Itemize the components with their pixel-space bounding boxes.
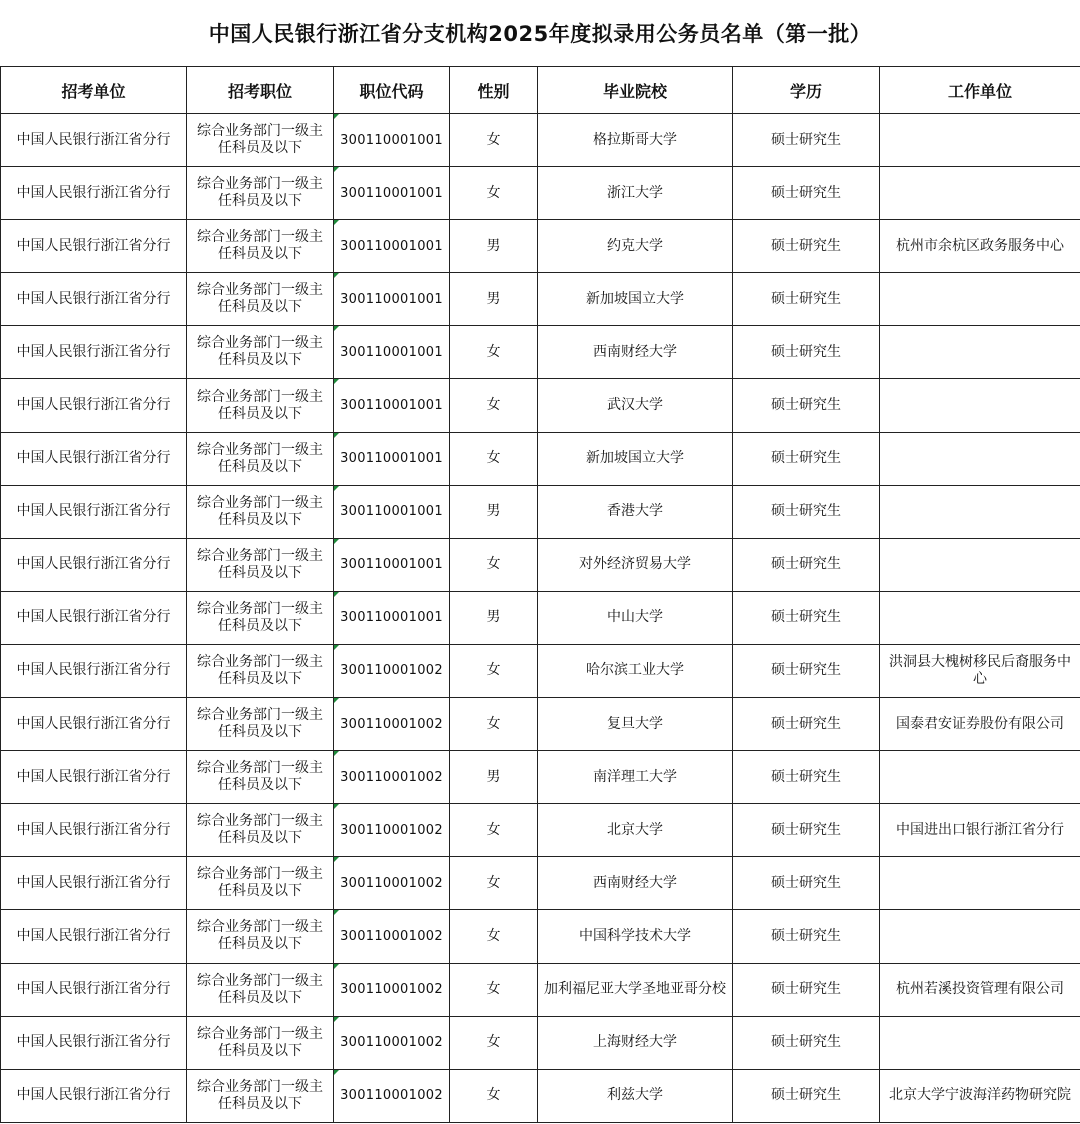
table-row xyxy=(1,1016,1080,1069)
header-position-code: 职位代码 xyxy=(334,67,450,114)
cell-employer xyxy=(880,857,1080,910)
cell-position-code: 300110001001 xyxy=(334,114,450,167)
table-body xyxy=(1,114,1080,1123)
cell-employer xyxy=(880,379,1080,432)
cell-school: 上海财经大学 xyxy=(538,1016,733,1069)
cell-degree: 硕士研究生 xyxy=(733,1016,880,1069)
cell-school: 格拉斯哥大学 xyxy=(538,114,733,167)
table-row xyxy=(1,751,1080,804)
table-row xyxy=(1,910,1080,963)
cell-gender: 男 xyxy=(450,751,538,804)
cell-school: 对外经济贸易大学 xyxy=(538,538,733,591)
cell-recruiting-unit: 中国人民银行浙江省分行 xyxy=(1,273,187,326)
cell-recruiting-unit: 中国人民银行浙江省分行 xyxy=(1,698,187,751)
table-row xyxy=(1,644,1080,697)
cell-employer: 中国进出口银行浙江省分行 xyxy=(880,804,1080,857)
cell-position-code: 300110001002 xyxy=(334,1069,450,1122)
cell-employer xyxy=(880,167,1080,220)
cell-gender: 女 xyxy=(450,538,538,591)
header-position: 招考职位 xyxy=(187,67,334,114)
cell-employer xyxy=(880,538,1080,591)
cell-gender: 女 xyxy=(450,379,538,432)
cell-gender: 男 xyxy=(450,591,538,644)
cell-gender: 女 xyxy=(450,644,538,697)
cell-recruiting-unit: 中国人民银行浙江省分行 xyxy=(1,485,187,538)
cell-position: 综合业务部门一级主任科员及以下 xyxy=(187,114,334,167)
cell-employer xyxy=(880,326,1080,379)
cell-school: 新加坡国立大学 xyxy=(538,432,733,485)
cell-gender: 女 xyxy=(450,1016,538,1069)
cell-position: 综合业务部门一级主任科员及以下 xyxy=(187,167,334,220)
cell-degree: 硕士研究生 xyxy=(733,804,880,857)
cell-employer: 北京大学宁波海洋药物研究院 xyxy=(880,1069,1080,1122)
cell-degree: 硕士研究生 xyxy=(733,857,880,910)
cell-position: 综合业务部门一级主任科员及以下 xyxy=(187,432,334,485)
cell-position: 综合业务部门一级主任科员及以下 xyxy=(187,326,334,379)
header-row xyxy=(1,67,1080,114)
cell-degree: 硕士研究生 xyxy=(733,910,880,963)
cell-degree: 硕士研究生 xyxy=(733,273,880,326)
table-row xyxy=(1,167,1080,220)
cell-position: 综合业务部门一级主任科员及以下 xyxy=(187,485,334,538)
cell-position-code: 300110001001 xyxy=(334,538,450,591)
cell-gender: 女 xyxy=(450,326,538,379)
cell-degree: 硕士研究生 xyxy=(733,485,880,538)
cell-school: 香港大学 xyxy=(538,485,733,538)
cell-position-code: 300110001002 xyxy=(334,963,450,1016)
table-row xyxy=(1,1069,1080,1122)
cell-employer xyxy=(880,485,1080,538)
cell-recruiting-unit: 中国人民银行浙江省分行 xyxy=(1,644,187,697)
cell-employer xyxy=(880,1016,1080,1069)
cell-position: 综合业务部门一级主任科员及以下 xyxy=(187,273,334,326)
cell-degree: 硕士研究生 xyxy=(733,591,880,644)
cell-position: 综合业务部门一级主任科员及以下 xyxy=(187,857,334,910)
cell-gender: 女 xyxy=(450,910,538,963)
cell-school: 利兹大学 xyxy=(538,1069,733,1122)
cell-recruiting-unit: 中国人民银行浙江省分行 xyxy=(1,591,187,644)
cell-degree: 硕士研究生 xyxy=(733,379,880,432)
table-row xyxy=(1,591,1080,644)
cell-position-code: 300110001001 xyxy=(334,220,450,273)
cell-position-code: 300110001001 xyxy=(334,273,450,326)
cell-position-code: 300110001001 xyxy=(334,326,450,379)
cell-school: 哈尔滨工业大学 xyxy=(538,644,733,697)
cell-position-code: 300110001001 xyxy=(334,485,450,538)
cell-recruiting-unit: 中国人民银行浙江省分行 xyxy=(1,804,187,857)
cell-recruiting-unit: 中国人民银行浙江省分行 xyxy=(1,114,187,167)
table-row xyxy=(1,326,1080,379)
table-row xyxy=(1,804,1080,857)
cell-recruiting-unit: 中国人民银行浙江省分行 xyxy=(1,220,187,273)
cell-degree: 硕士研究生 xyxy=(733,751,880,804)
header-employer: 工作单位 xyxy=(880,67,1080,114)
cell-recruiting-unit: 中国人民银行浙江省分行 xyxy=(1,326,187,379)
cell-employer xyxy=(880,114,1080,167)
cell-position-code: 300110001001 xyxy=(334,591,450,644)
cell-school: 武汉大学 xyxy=(538,379,733,432)
cell-gender: 女 xyxy=(450,1069,538,1122)
cell-position-code: 300110001002 xyxy=(334,644,450,697)
cell-position-code: 300110001001 xyxy=(334,432,450,485)
cell-employer: 杭州市余杭区政务服务中心 xyxy=(880,220,1080,273)
cell-school: 南洋理工大学 xyxy=(538,751,733,804)
cell-school: 西南财经大学 xyxy=(538,326,733,379)
cell-employer xyxy=(880,432,1080,485)
cell-school: 中国科学技术大学 xyxy=(538,910,733,963)
cell-position-code: 300110001002 xyxy=(334,910,450,963)
table-row xyxy=(1,857,1080,910)
cell-position: 综合业务部门一级主任科员及以下 xyxy=(187,751,334,804)
header-degree: 学历 xyxy=(733,67,880,114)
table-row xyxy=(1,114,1080,167)
cell-position: 综合业务部门一级主任科员及以下 xyxy=(187,644,334,697)
cell-position-code: 300110001002 xyxy=(334,751,450,804)
roster-table xyxy=(0,66,1080,1123)
cell-degree: 硕士研究生 xyxy=(733,644,880,697)
cell-recruiting-unit: 中国人民银行浙江省分行 xyxy=(1,432,187,485)
cell-recruiting-unit: 中国人民银行浙江省分行 xyxy=(1,910,187,963)
cell-degree: 硕士研究生 xyxy=(733,114,880,167)
table-row xyxy=(1,963,1080,1016)
cell-position-code: 300110001002 xyxy=(334,804,450,857)
table-row xyxy=(1,538,1080,591)
cell-degree: 硕士研究生 xyxy=(733,538,880,591)
cell-degree: 硕士研究生 xyxy=(733,1069,880,1122)
cell-position-code: 300110001002 xyxy=(334,698,450,751)
cell-position-code: 300110001002 xyxy=(334,857,450,910)
cell-position: 综合业务部门一级主任科员及以下 xyxy=(187,1069,334,1122)
header-gender: 性别 xyxy=(450,67,538,114)
cell-recruiting-unit: 中国人民银行浙江省分行 xyxy=(1,538,187,591)
cell-recruiting-unit: 中国人民银行浙江省分行 xyxy=(1,1016,187,1069)
cell-employer xyxy=(880,591,1080,644)
cell-gender: 女 xyxy=(450,963,538,1016)
cell-gender: 女 xyxy=(450,432,538,485)
cell-gender: 女 xyxy=(450,857,538,910)
cell-gender: 男 xyxy=(450,273,538,326)
table-row xyxy=(1,432,1080,485)
cell-employer: 杭州若溪投资管理有限公司 xyxy=(880,963,1080,1016)
cell-degree: 硕士研究生 xyxy=(733,220,880,273)
cell-degree: 硕士研究生 xyxy=(733,326,880,379)
cell-position: 综合业务部门一级主任科员及以下 xyxy=(187,698,334,751)
table-row xyxy=(1,220,1080,273)
cell-employer: 国泰君安证券股份有限公司 xyxy=(880,698,1080,751)
cell-employer: 洪洞县大槐树移民后裔服务中心 xyxy=(880,644,1080,697)
cell-position: 综合业务部门一级主任科员及以下 xyxy=(187,963,334,1016)
cell-position: 综合业务部门一级主任科员及以下 xyxy=(187,591,334,644)
cell-school: 复旦大学 xyxy=(538,698,733,751)
cell-position-code: 300110001001 xyxy=(334,167,450,220)
cell-gender: 女 xyxy=(450,804,538,857)
table-row xyxy=(1,379,1080,432)
cell-school: 新加坡国立大学 xyxy=(538,273,733,326)
cell-degree: 硕士研究生 xyxy=(733,698,880,751)
cell-position: 综合业务部门一级主任科员及以下 xyxy=(187,910,334,963)
cell-recruiting-unit: 中国人民银行浙江省分行 xyxy=(1,751,187,804)
cell-gender: 女 xyxy=(450,698,538,751)
cell-employer xyxy=(880,273,1080,326)
table-row xyxy=(1,698,1080,751)
cell-employer xyxy=(880,910,1080,963)
header-recruiting-unit: 招考单位 xyxy=(1,67,187,114)
cell-degree: 硕士研究生 xyxy=(733,963,880,1016)
cell-degree: 硕士研究生 xyxy=(733,167,880,220)
cell-employer xyxy=(880,751,1080,804)
page-title: 中国人民银行浙江省分支机构2025年度拟录用公务员名单（第一批） xyxy=(208,22,872,46)
cell-position: 综合业务部门一级主任科员及以下 xyxy=(187,538,334,591)
cell-recruiting-unit: 中国人民银行浙江省分行 xyxy=(1,379,187,432)
cell-gender: 女 xyxy=(450,114,538,167)
table-row xyxy=(1,485,1080,538)
cell-school: 北京大学 xyxy=(538,804,733,857)
cell-gender: 男 xyxy=(450,485,538,538)
cell-position: 综合业务部门一级主任科员及以下 xyxy=(187,379,334,432)
cell-gender: 女 xyxy=(450,167,538,220)
cell-school: 西南财经大学 xyxy=(538,857,733,910)
cell-position: 综合业务部门一级主任科员及以下 xyxy=(187,804,334,857)
cell-degree: 硕士研究生 xyxy=(733,432,880,485)
cell-recruiting-unit: 中国人民银行浙江省分行 xyxy=(1,857,187,910)
cell-school: 浙江大学 xyxy=(538,167,733,220)
cell-school: 中山大学 xyxy=(538,591,733,644)
cell-position-code: 300110001001 xyxy=(334,379,450,432)
header-school: 毕业院校 xyxy=(538,67,733,114)
cell-position: 综合业务部门一级主任科员及以下 xyxy=(187,1016,334,1069)
table-row xyxy=(1,273,1080,326)
cell-position: 综合业务部门一级主任科员及以下 xyxy=(187,220,334,273)
cell-gender: 男 xyxy=(450,220,538,273)
cell-recruiting-unit: 中国人民银行浙江省分行 xyxy=(1,167,187,220)
cell-recruiting-unit: 中国人民银行浙江省分行 xyxy=(1,963,187,1016)
cell-school: 加利福尼亚大学圣地亚哥分校 xyxy=(538,963,733,1016)
cell-position-code: 300110001002 xyxy=(334,1016,450,1069)
cell-school: 约克大学 xyxy=(538,220,733,273)
cell-recruiting-unit: 中国人民银行浙江省分行 xyxy=(1,1069,187,1122)
